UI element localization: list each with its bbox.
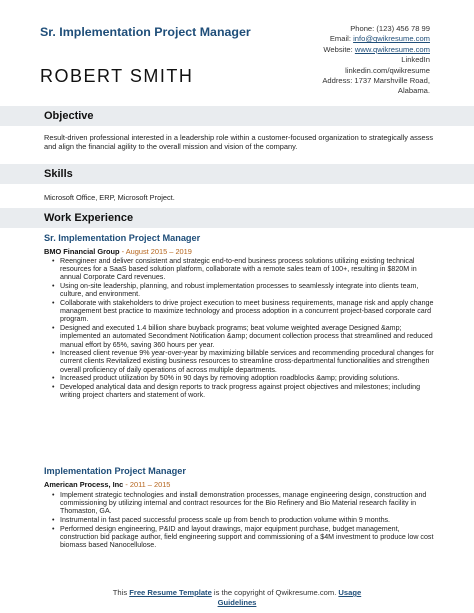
experience-title: Work Experience — [44, 212, 134, 224]
job-dates: - 2011 – 2015 — [123, 480, 171, 489]
objective-title: Objective — [44, 110, 94, 122]
job-bullets — [52, 491, 437, 550]
job-bullets — [52, 257, 437, 400]
contact-phone: Phone: (123) 456 78 99 — [350, 24, 430, 33]
contact-website-link[interactable]: www.qwikresume.com — [354, 44, 430, 54]
job-company: BMO Financial Group — [44, 247, 120, 256]
contact-address: Address: 1737 Marshville Road, — [322, 76, 430, 86]
contact-email-link[interactable]: info@qwikresume.com — [353, 34, 430, 44]
objective-text: Result-driven professional interested in a leadership role within a customer-focused organization to strategically assess and align the financial agility to the overall mission and vision of the company. — [44, 133, 434, 152]
copyright-footer — [0, 588, 474, 608]
job-bullet: • Designed and executed 1.4 billion share buyback programs; beat volume weighted average Designed &amp; implemented an automated Secondment Notification &amp; document collection process that streamlined and reduced manual effort by 65%, saving 360 hours per year. — [52, 324, 437, 349]
contact-email — [230, 34, 430, 44]
contact-website — [230, 45, 430, 55]
resume-name: ROBERT SMITH — [40, 66, 194, 86]
contact-block — [230, 24, 430, 97]
job-company-line — [44, 480, 170, 489]
skills-text: Microsoft Office, ERP, Microsoft Project. — [44, 193, 175, 202]
contact-linkedin-label: LinkedIn — [401, 55, 430, 65]
resume-header — [0, 0, 474, 104]
usage-guidelines-link-part-1[interactable]: Usage — [338, 588, 362, 597]
job-bullet: • Developed analytical data and design reports to track progress against project objectives and milestones; including writing project charters and statement of work. — [52, 383, 437, 399]
job-dates: - August 2015 – 2019 — [119, 247, 192, 256]
contact-website-label: Website: — [323, 44, 355, 54]
job-bullet: • Collaborate with stakeholders to drive project execution to meet business requirements, manage risk and apply change management best practice to maximize technology and process adoption in a concurrent project-based corporate card program. — [52, 299, 437, 324]
footer-middle: is the copyright of Qwikresume.com. — [211, 588, 339, 597]
job-title: Sr. Implementation Project Manager — [44, 233, 201, 243]
job-title: Implementation Project Manager — [44, 466, 186, 476]
job-bullet: • Implement strategic technologies and install demonstration processes, manage engineering design, construction and commissioning by utilizing internal and contract resources for the Bio Refinery and Bio Material research facility in Thomaston, GA. — [52, 491, 437, 516]
contact-linkedin: linkedin.com/qwikresume — [345, 65, 430, 75]
job-bullet: • Increased client revenue 9% year-over-year by maximizing billable services and recommending procedural changes for current clients Revitalized existing business resources to streamline cross-departmental functionalities and strengthen overall proficiency of daily operations of across multiple departments. — [52, 349, 437, 374]
job-bullet: • Increased product utilization by 50% in 90 days by removing adoption roadblocks &amp; providing solutions. — [52, 374, 437, 382]
job-bullet: • Performed design engineering, P&ID and layout drawings, major equipment purchase, budget management, construction bid package author, field engineering support and commissioning of a $4M investment to produce low cost biomass based Nanocellulose. — [52, 525, 437, 550]
free-resume-template-link[interactable]: Free Resume Template — [129, 588, 212, 597]
job-company-line — [44, 247, 192, 256]
job-bullet: • Instrumental in fast paced successful process scale up from bench to production volume within 9 months. — [52, 516, 437, 524]
resume-job-title: Sr. Implementation Project Manager — [40, 25, 251, 39]
job-bullet: • Using on-site leadership, planning, and robust implementation processes to seamlessly integrate into clients team, culture, and environment. — [52, 282, 437, 298]
skills-title: Skills — [44, 168, 73, 180]
job-bullet: • Reengineer and deliver consistent and strategic end-to-end business process solutions utilizing existing technical resources for a SaaS based solution platform, collaborate with a remote sales team of 100+, resulting in $820M in annual Corporate Card revenues. — [52, 257, 437, 282]
contact-email-label: Email: — [329, 34, 354, 44]
footer-prefix: This — [112, 588, 130, 597]
job-company: American Process, Inc — [44, 480, 124, 489]
contact-address-line-2: Alabama. — [397, 86, 430, 96]
usage-guidelines-link-part-2[interactable]: Guidelines — [217, 598, 257, 607]
